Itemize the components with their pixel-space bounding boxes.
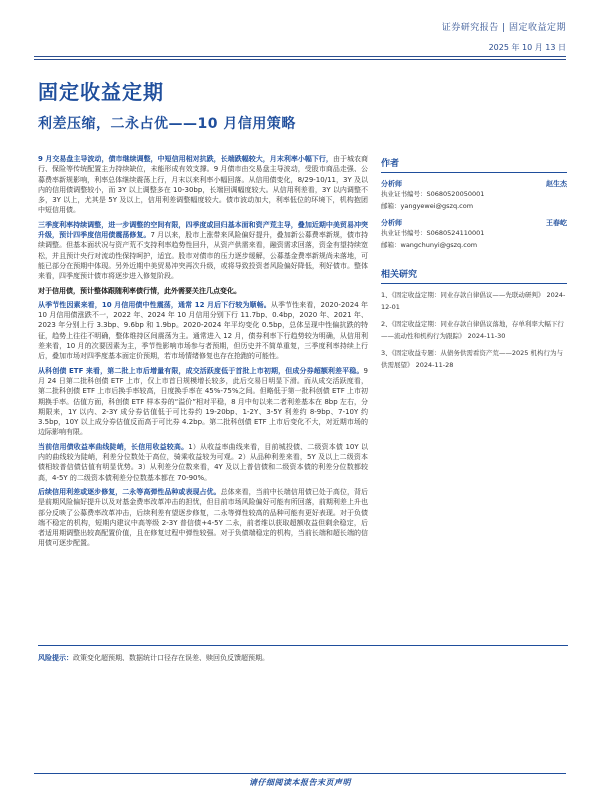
email-label: 邮箱：: [381, 240, 401, 249]
report-date: 2025 年 10 月 13 日: [488, 43, 566, 52]
related-item[interactable]: [381, 290, 567, 313]
paragraph: [38, 286, 368, 296]
cert-number: S0680520050001: [426, 190, 485, 198]
paragraph-lead: 三季度利率持续调整，进一步调整的空间有限，四季度或回归基本面和资产荒主导，叠加近期中美贸易冲突升级，预计四季度信用债震荡修复。: [38, 220, 368, 240]
footer-divider: [34, 773, 566, 774]
paragraph-lead: 从科创债 ETF 来看，第二批上市后增量有限，成交活跃度低于首批上市初期，但成分券超额利差平稳。: [38, 366, 364, 375]
risk-text: 政策变化超预期、数据统计口径存在误差、赎回负反馈超预期。: [73, 654, 269, 662]
cert-label: 执业证书编号：: [381, 229, 427, 237]
main-body: [38, 154, 368, 553]
cert-number: S0680524110001: [426, 229, 485, 237]
paragraph-lead: 后续信用利差或逐步修复，二永等高弹性品种或表现占优。: [38, 487, 221, 496]
related-date: 2024-11-28: [415, 360, 454, 369]
report-header: [442, 20, 566, 53]
paragraph-lead: 9 月交易盘主导波动，债市继续调整，中短信用相对抗跌，长端跌幅较大，月末利率小幅下行，: [38, 155, 333, 163]
analyst-email[interactable]: wangchunyi@gszq.com: [400, 240, 478, 249]
sidebar: [381, 154, 567, 371]
paragraph-body: 7 月以来，股市上涨带来风险偏好提升，叠加新公募费率新规，债市持续调整。但基本面状况与资产荒不支持利率趋势性回升，从资产供需来看，融资需求回落，资金有望持续宽松，并且预计央行对流动性保持呵护，适宜。股市对债市的压力逐步缓解，公募基金费率新规尚未落地，可能已部分在预期中体现。另外近期中美贸易冲突再次升级，或将导致投资者风险偏好降低，利好债市。整体来看，四季度预计债市将逐步进入修复阶段。: [38, 231, 369, 281]
paragraph-body: 由于城农商行、保险等传统配置主力持续缺位，未能形成有效支撑。9 月债市由交易盘主导波动，受股市商品走强、公募费率新规影响，利率总体继续震荡上行，月末以来利率小幅回落。从信用债变化，8/29-10/11，3Y 及以内的信用债调整较小，而 3Y 以上调整多在 10-30bp，长端回调幅度较大。从信用利差看，3Y 以内调整不多，3Y 以上，尤其是 5Y 及以上，信用利差调整幅度较大。债市波动加大，利率低位的环境下，机构抱团中短信用债。: [38, 155, 368, 215]
analyst-card: [381, 179, 567, 212]
paragraph: [38, 487, 368, 549]
paragraph-lead: 当前信用债收益率曲线陡峭，长信用收益较高。: [38, 442, 189, 451]
related-date: 2024-11-30: [467, 331, 506, 340]
paragraph-body: 总体来看，当前中长端信用债已处于高位，背后是前期风险偏好提升以及对基金费率改革冲击的担忧，但目前市场风险偏好可能有所回落，前期利差上升也部分反映了公募费率改革冲击，后续利差有望逐步修复，二永等弹性较高的品种可能有更好表现。对于负债端不稳定的机构，短期内建议中高等级 2-3Y 普信债+4-5Y 二永，前者维以获取超额收益但剩余稳定，后者适用期调整出较高配置价值，且在修复过程中弹性较强。对于负债端稳定的机构，当前长端和超长端的信用债可逐步配置。: [38, 487, 369, 548]
paragraph-body: 9 月 24 日第二批科创债 ETF 上市，仅上市首日规模增长较多，此后交易日明显下滑。而从成交活跃度看，第二批科创债 ETF 上市后换手率较高，日度换手率在 45%-75%之间。但略低于第一批科创债 ETF 上市初期换手率。估值方面，科创债 ETF 样本券的“溢价”相对平稳，8 月中旬以来二者利差基本在 8bp 左右，分期限来，1Y 以内、2-3Y 成分券估值低于可比券约 19-20bp、1-2Y、3-5Y 利差约 8-9bp、7-10Y 约 3.5bp，10Y 以上成分券估值反而高于可比券 4.2bp。第二批科创债 ETF 上市后变化不大，对近期市场的边际影响有限。: [38, 366, 368, 437]
report-category: 证券研究报告 | 固定收益定期: [441, 23, 566, 33]
related-title: 1、《固定收益定期：同业存款自律倡议——先联动研判》: [381, 291, 545, 299]
paragraph: [38, 154, 368, 216]
paragraph-lead: 从季节性因素来看，10 月信用债中性震荡，通常 12 月后下行较为顺畅。: [38, 300, 271, 309]
paragraph-body: 从季节性来看，2020-2024 年 10 月信用债涨跌不一，2022 年、2024 年 10 月信用分别下行 11.7bp、0.4bp，2020 年、2021 年、2023 年分别上行 3.3bp、9.6bp 和 1.9bp。2020-2024 年平均变化 0.5bp，总体呈现中性偏抗跌的特征，趋势上往往不明确，整体维持区间震荡为主。通常进入 12 月，债券利率下行趋势较为明确，从信用利差来看，10 月的次要因素为主，季节性影响市场参与者预期，但历史并不简单重复，三季度利率持续上行后，叠加市场对四季度基本面定价预期，若市场情绪修复也存在抢跑的可能性。: [38, 300, 368, 361]
paragraph: [38, 366, 368, 438]
report-subtitle: 利差压缩，二永占优——10 月信用策略: [38, 116, 296, 132]
paragraph: [38, 300, 368, 362]
related-item[interactable]: [381, 319, 567, 342]
authors-heading: 作者: [381, 154, 567, 173]
analyst-role: 分析师: [381, 219, 402, 227]
analyst-role: 分析师: [381, 180, 402, 188]
paragraph-lead: 对于信用债，预计整体跟随利率债行情，此外需要关注几点变化。: [38, 286, 241, 295]
related-title: 2、《固定收益定期：同业存款自律倡议落地，存单利率大幅下行——流动性和机构行为跟踪》: [381, 320, 564, 340]
paragraph: [38, 442, 368, 483]
related-heading: 相关研究: [381, 265, 567, 284]
analyst-name: 王春屹: [546, 219, 567, 227]
header-divider-thin: [34, 59, 566, 60]
report-title: 固定收益定期: [38, 80, 164, 104]
related-date: 2024-12-01: [381, 291, 566, 311]
email-label: 邮箱：: [381, 201, 401, 210]
paragraph: [38, 220, 368, 282]
analyst-card: [381, 218, 567, 251]
related-item[interactable]: [381, 348, 567, 371]
footer-disclaimer: 请仔细阅读本报告末页声明: [249, 778, 351, 787]
risk-label: 风险提示：: [38, 654, 73, 662]
analyst-email[interactable]: yangyewei@gszq.com: [400, 201, 474, 210]
cert-label: 执业证书编号：: [381, 190, 427, 198]
analyst-name: 赵生杰: [546, 180, 567, 188]
paragraph-body: 1）从收益率曲线来看，目前城投债、二级资本债 10Y 以内的曲线较为陡峭，利差分位数处于高位，骑乘收益较为可观。2）从品种利差来看，5Y 及以上二级资本债相较普信债估值有明显优势。3）从利差分位数来看，4Y 及以上普信债和二级资本债的利差分位数都较高，4-5Y 的二级资本债利差分位数基本都在 70-90%。: [38, 442, 369, 482]
risk-warning: [38, 645, 568, 663]
header-divider: [34, 56, 566, 57]
related-title: 3、《固定收益专题：从债务供需看资产荒——2025 机构行为与供需展望》: [381, 349, 563, 369]
